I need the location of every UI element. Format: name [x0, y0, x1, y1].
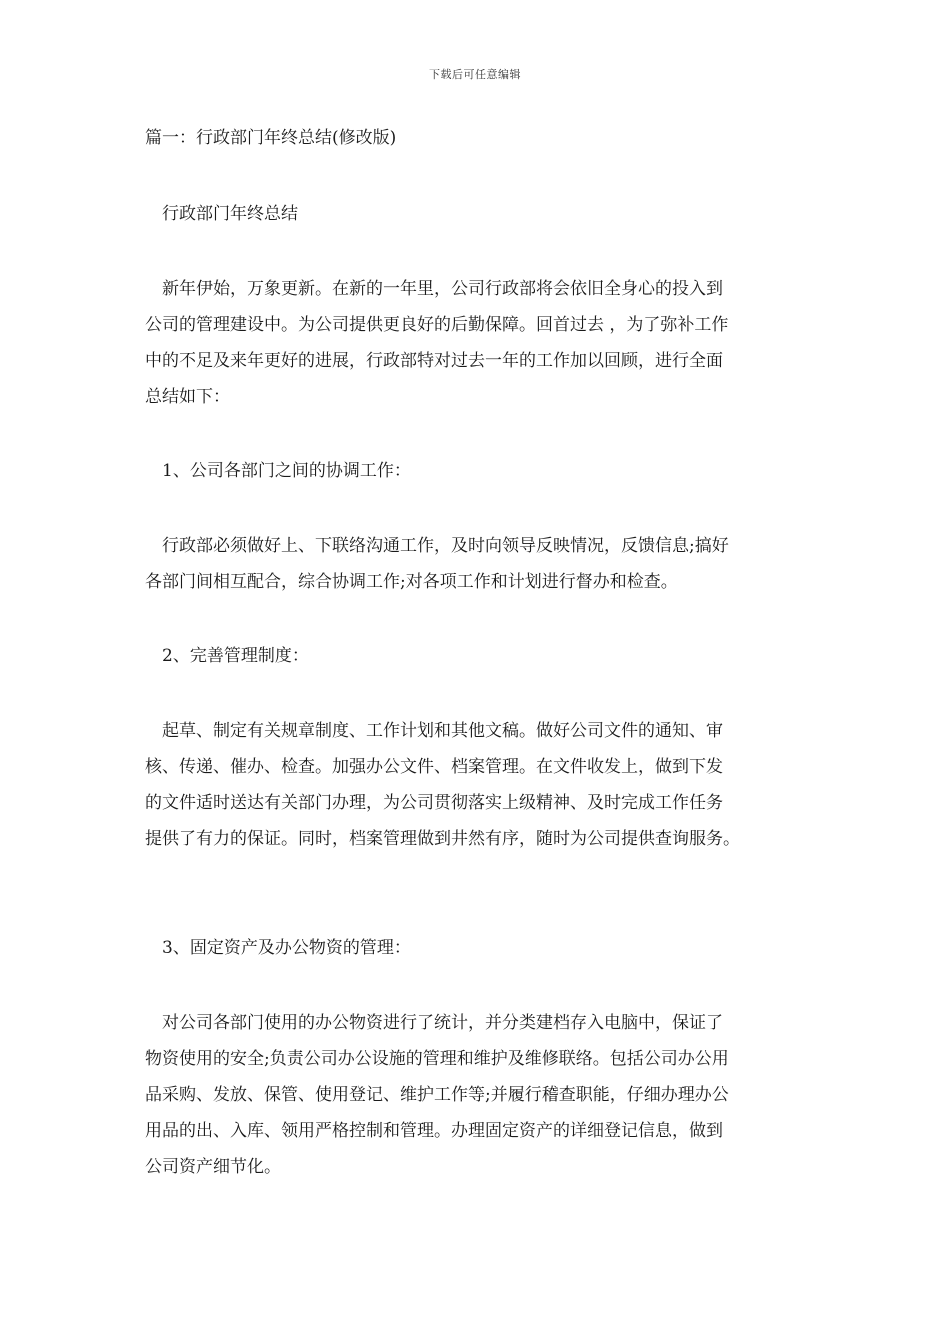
header-note: 下载后可任意编辑 — [429, 68, 521, 81]
document-subtitle: 行政部门年终总结 — [162, 204, 298, 224]
paragraph-line: 中的不足及来年更好的进展，行政部特对过去一年的工作加以回顾，进行全面 — [145, 351, 723, 371]
paragraph-line: 公司资产细节化。 — [145, 1157, 281, 1177]
paragraph-line: 起草、制定有关规章制度、工作计划和其他文稿。做好公司文件的通知、审 — [162, 721, 723, 741]
section-paragraph-1 — [145, 528, 825, 600]
document-body — [145, 118, 825, 1185]
paragraph-line: 新年伊始，万象更新。在新的一年里，公司行政部将会依旧全身心的投入到 — [162, 279, 723, 299]
section-heading-3: 3、固定资产及办公物资的管理： — [162, 938, 411, 958]
section-heading-1: 1、公司各部门之间的协调工作： — [162, 461, 411, 481]
paragraph-line: 公司的管理建设中。为公司提供更良好的后勤保障。回首过去 ，为了弥补工作 — [145, 315, 729, 335]
section-paragraph-2 — [145, 713, 825, 857]
paragraph-line: 品采购、发放、保管、使用登记、维护工作等;并履行稽查职能，仔细办理办公 — [145, 1085, 729, 1105]
paragraph-line: 物资使用的安全;负责公司办公设施的管理和维护及维修联络。包括公司办公用 — [145, 1049, 729, 1069]
intro-paragraph — [145, 271, 825, 415]
document-title: 篇一：行政部门年终总结(修改版) — [145, 128, 397, 148]
paragraph-line: 核、传递、催办、检查。加强办公文件、档案管理。在文件收发上，做到下发 — [145, 757, 723, 777]
paragraph-line: 行政部必须做好上、下联络沟通工作，及时向领导反映情况，反馈信息;搞好 — [162, 536, 729, 556]
paragraph-line: 提供了有力的保证。同时，档案管理做到井然有序，随时为公司提供查询服务。 — [145, 829, 740, 849]
paragraph-line: 各部门间相互配合，综合协调工作;对各项工作和计划进行督办和检查。 — [145, 572, 678, 592]
paragraph-line: 的文件适时送达有关部门办理，为公司贯彻落实上级精神、及时完成工作任务 — [145, 793, 723, 813]
paragraph-line: 用品的出、入库、领用严格控制和管理。办理固定资产的详细登记信息，做到 — [145, 1121, 723, 1141]
section-heading-2: 2、完善管理制度： — [162, 646, 309, 666]
paragraph-line: 对公司各部门使用的办公物资进行了统计，并分类建档存入电脑中，保证了 — [162, 1013, 723, 1033]
paragraph-line: 总结如下： — [145, 387, 230, 407]
section-paragraph-3 — [145, 1005, 825, 1185]
